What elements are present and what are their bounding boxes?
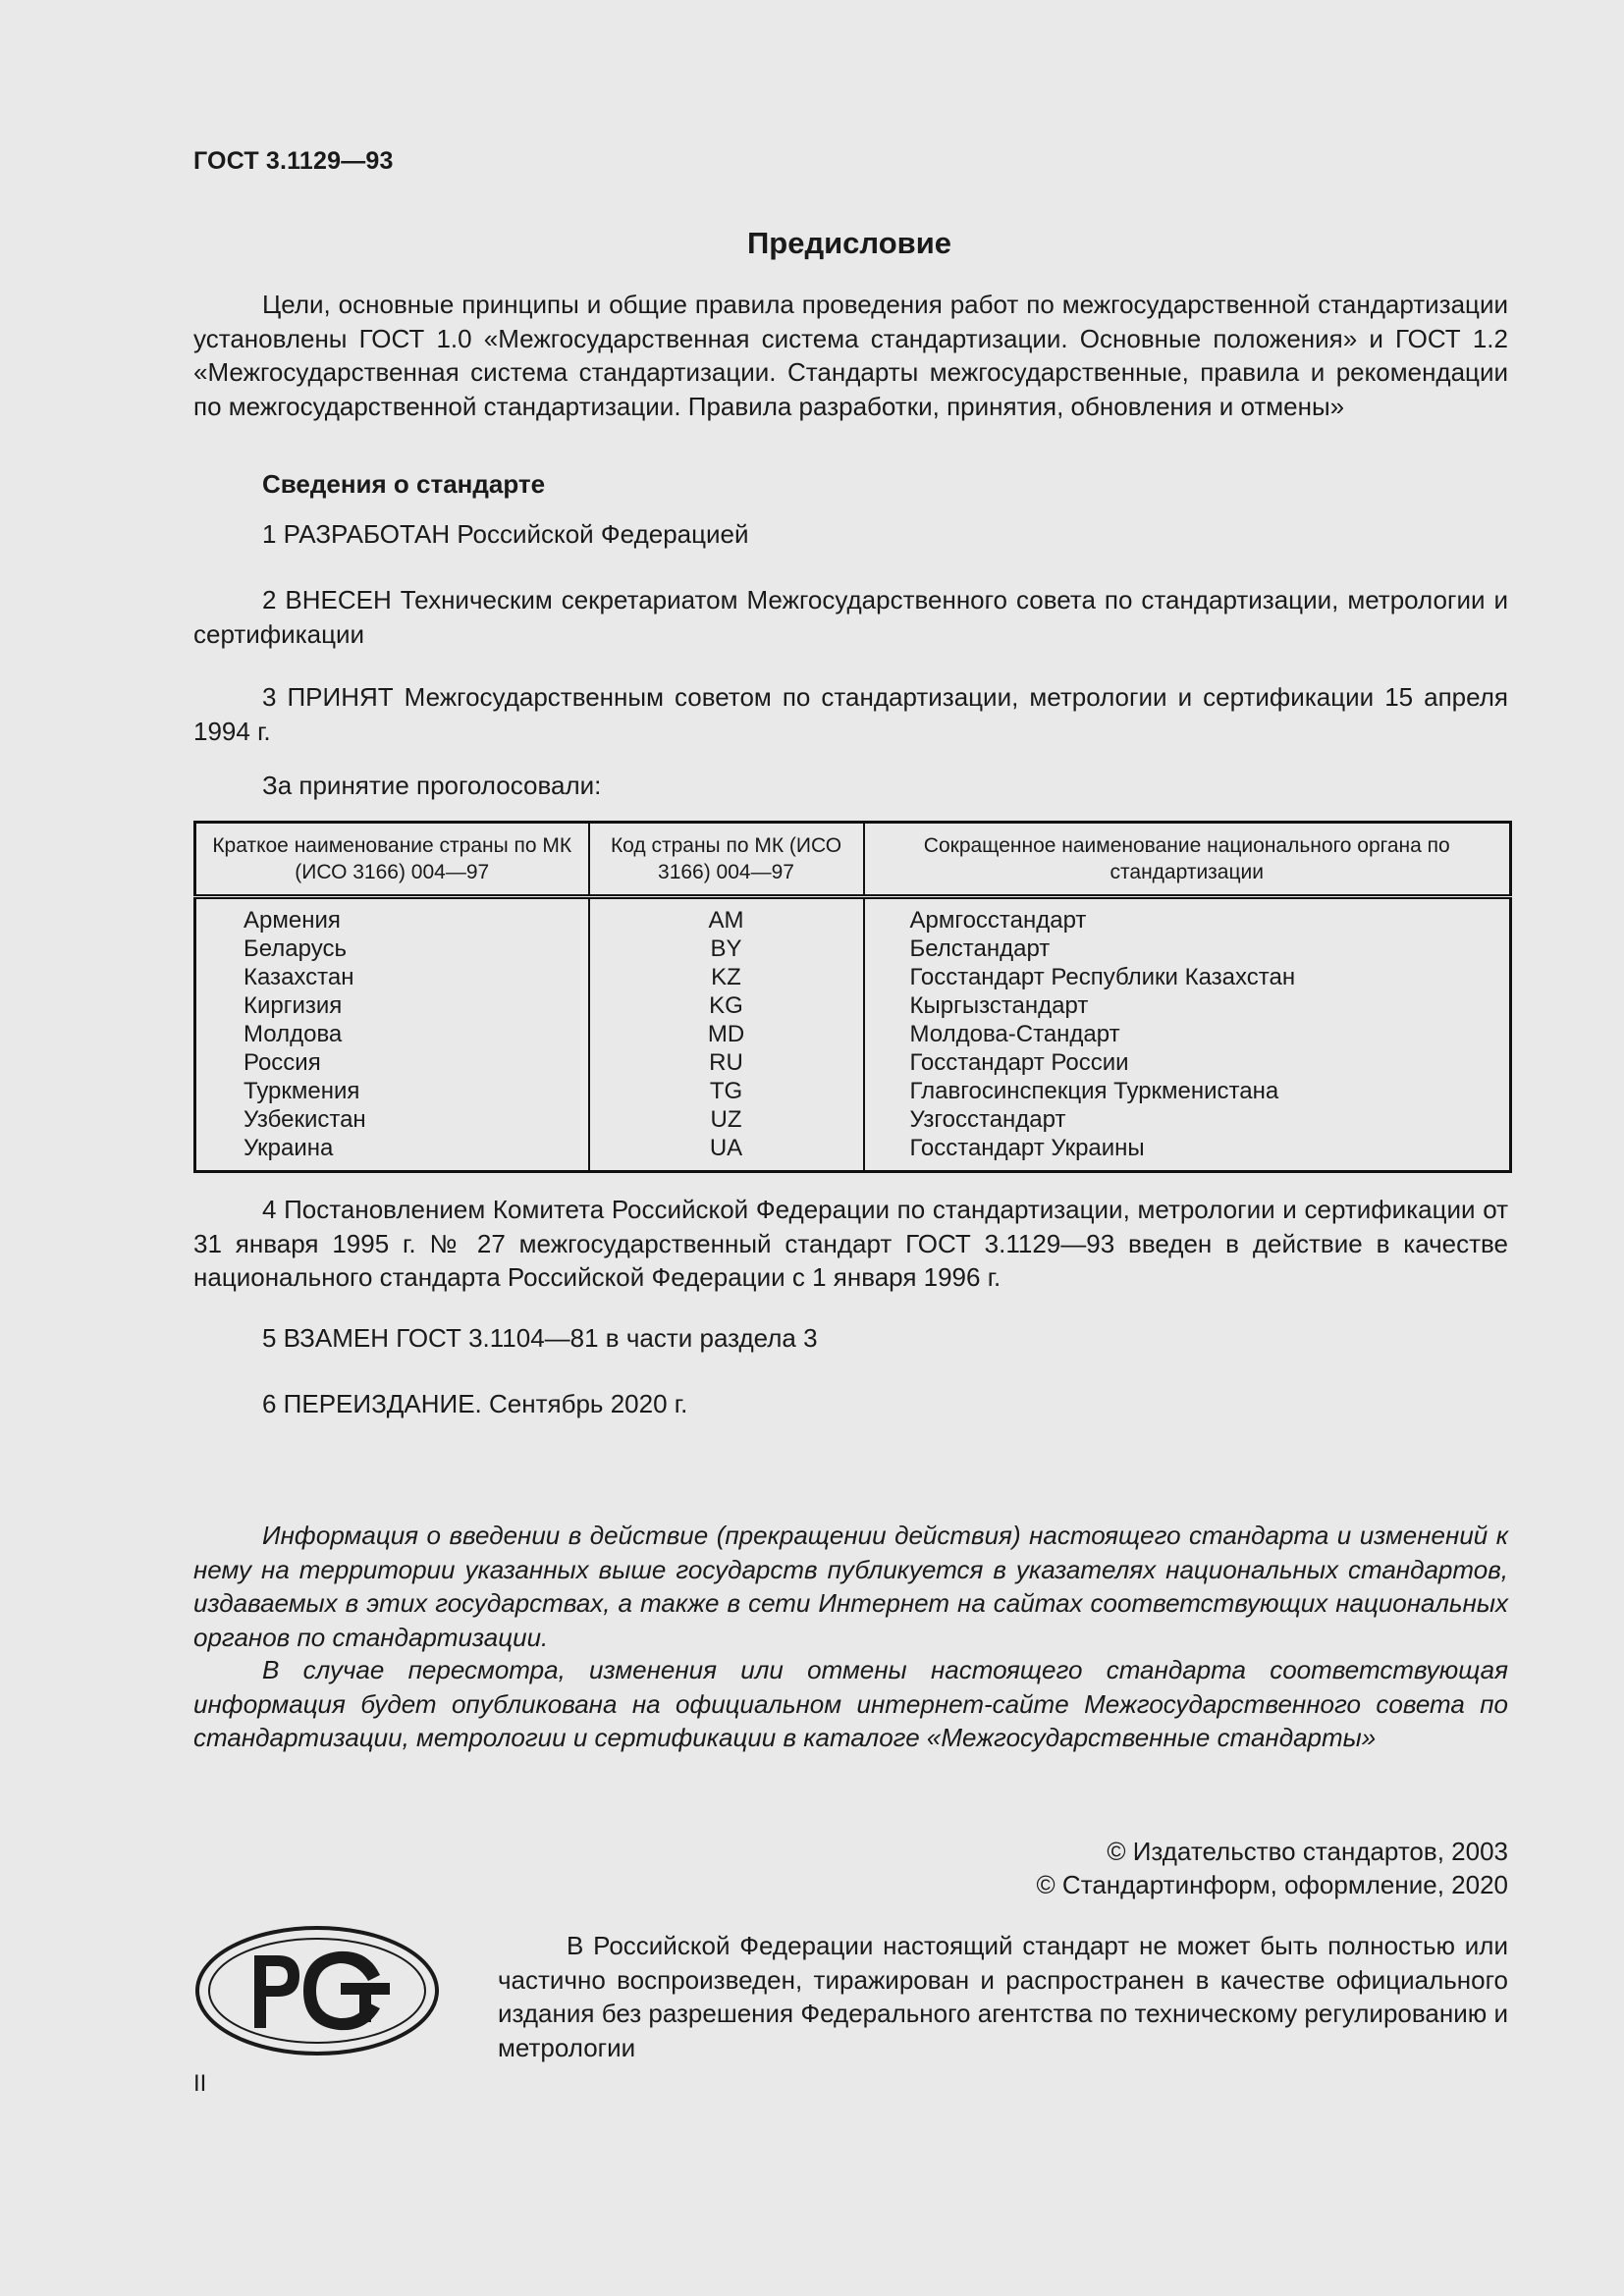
item-2: 2 ВНЕСЕН Техническим секретариатом Межгосударственного совета по стандартизации, метрологии и сертификации xyxy=(193,585,1508,649)
table-row xyxy=(195,1105,1511,1134)
copyright-line-2: © Стандартинформ, оформление, 2020 xyxy=(1036,1870,1508,1899)
country-name: Россия xyxy=(195,1048,589,1077)
notice-paragraph-1: Информация о введении в действие (прекращении действия) настоящего стандарта и изменений к нему на территории указанных выше государств публикуется в указателях национальных стандартов, издаваемых в этих государствах, а также в сети Интернет на сайтах соответствующих национальных органов по стандартизации. xyxy=(193,1521,1508,1652)
standards-body: Армгосстандарт xyxy=(864,897,1511,935)
item-6: 6 ПЕРЕИЗДАНИЕ. Сентябрь 2020 г. xyxy=(262,1389,688,1418)
page-number: II xyxy=(193,2070,207,2097)
column-header-country: Краткое наименование страны по МК (ИСО 3166) 004—97 xyxy=(195,823,589,897)
country-code: UZ xyxy=(589,1105,864,1134)
standard-info-heading: Сведения о стандарте xyxy=(262,469,546,499)
standards-body: Узгосстандарт xyxy=(864,1105,1511,1134)
country-name: Киргизия xyxy=(195,991,589,1020)
standards-body: Кыргызстандарт xyxy=(864,991,1511,1020)
standards-body: Белстандарт xyxy=(864,934,1511,963)
country-name: Украина xyxy=(195,1134,589,1172)
standards-body: Молдова-Стандарт xyxy=(864,1020,1511,1048)
voted-label: За принятие проголосовали: xyxy=(262,771,602,800)
voting-countries-table xyxy=(193,821,1512,1173)
column-header-code: Код страны по МК (ИСО 3166) 004—97 xyxy=(589,823,864,897)
country-code: KZ xyxy=(589,963,864,991)
standards-body: Госстандарт России xyxy=(864,1048,1511,1077)
item-5: 5 ВЗАМЕН ГОСТ 3.1104—81 в части раздела 3 xyxy=(262,1323,818,1353)
table-row xyxy=(195,1134,1511,1172)
document-header: ГОСТ 3.1129—93 xyxy=(193,147,394,175)
country-code: TG xyxy=(589,1077,864,1105)
country-code: RU xyxy=(589,1048,864,1077)
column-header-body: Сокращенное наименование национального органа по стандартизации xyxy=(864,823,1511,897)
country-code: AM xyxy=(589,897,864,935)
table-header-row xyxy=(195,823,1511,897)
item-4: 4 Постановлением Комитета Российской Федерации по стандартизации, метрологии и сертификации от 31 января 1995 г. № 27 межгосударственный стандарт ГОСТ 3.1129—93 введен в действие в качестве национального стандарта Российской Федерации с 1 января 1996 г. xyxy=(193,1195,1508,1292)
table-row xyxy=(195,1020,1511,1048)
country-name: Беларусь xyxy=(195,934,589,963)
intro-paragraph: Цели, основные принципы и общие правила проведения работ по межгосударственной стандартизации установлены ГОСТ 1.0 «Межгосударственная система стандартизации. Основные положения» и ГОСТ 1.2 «Межгосударственная система стандартизации. Стандарты межгосударственные, правила и рекомендации по межгосударственной стандартизации. Правила разработки, принятия, обновления и отмены» xyxy=(193,290,1508,421)
country-code: KG xyxy=(589,991,864,1020)
notice-paragraph-2: В случае пересмотра, изменения или отмены настоящего стандарта соответствующая информация будет опубликована на официальном интернет-сайте Межгосударственного совета по стандартизации, метрологии и сертификации в каталоге «Межгосударственные стандарты» xyxy=(193,1655,1508,1752)
rst-logo-icon xyxy=(193,1924,441,2057)
country-code: BY xyxy=(589,934,864,963)
country-name: Казахстан xyxy=(195,963,589,991)
country-name: Армения xyxy=(195,897,589,935)
table-row xyxy=(195,1077,1511,1105)
table-row xyxy=(195,934,1511,963)
standards-body: Главгосинспекция Туркменистана xyxy=(864,1077,1511,1105)
table-row xyxy=(195,1048,1511,1077)
standards-body: Госстандарт Украины xyxy=(864,1134,1511,1172)
section-title: Предисловие xyxy=(746,226,951,260)
copyright-line-1: © Издательство стандартов, 2003 xyxy=(1107,1837,1508,1866)
item-1: 1 РАЗРАБОТАН Российской Федерацией xyxy=(262,519,749,549)
country-name: Молдова xyxy=(195,1020,589,1048)
standards-body: Госстандарт Республики Казахстан xyxy=(864,963,1511,991)
country-code: MD xyxy=(589,1020,864,1048)
table-row xyxy=(195,991,1511,1020)
country-name: Узбекистан xyxy=(195,1105,589,1134)
country-name: Туркмения xyxy=(195,1077,589,1105)
table-row xyxy=(195,963,1511,991)
table-row xyxy=(195,897,1511,935)
rights-notice: В Российской Федерации настоящий стандарт не может быть полностью или частично воспроизведен, тиражирован и распространен в качестве официального издания без разрешения Федерального агентства по техническому регулированию и метрологии xyxy=(498,1931,1508,2062)
item-3: 3 ПРИНЯТ Межгосударственным советом по стандартизации, метрологии и сертификации 15 апреля 1994 г. xyxy=(193,682,1508,746)
country-code: UA xyxy=(589,1134,864,1172)
